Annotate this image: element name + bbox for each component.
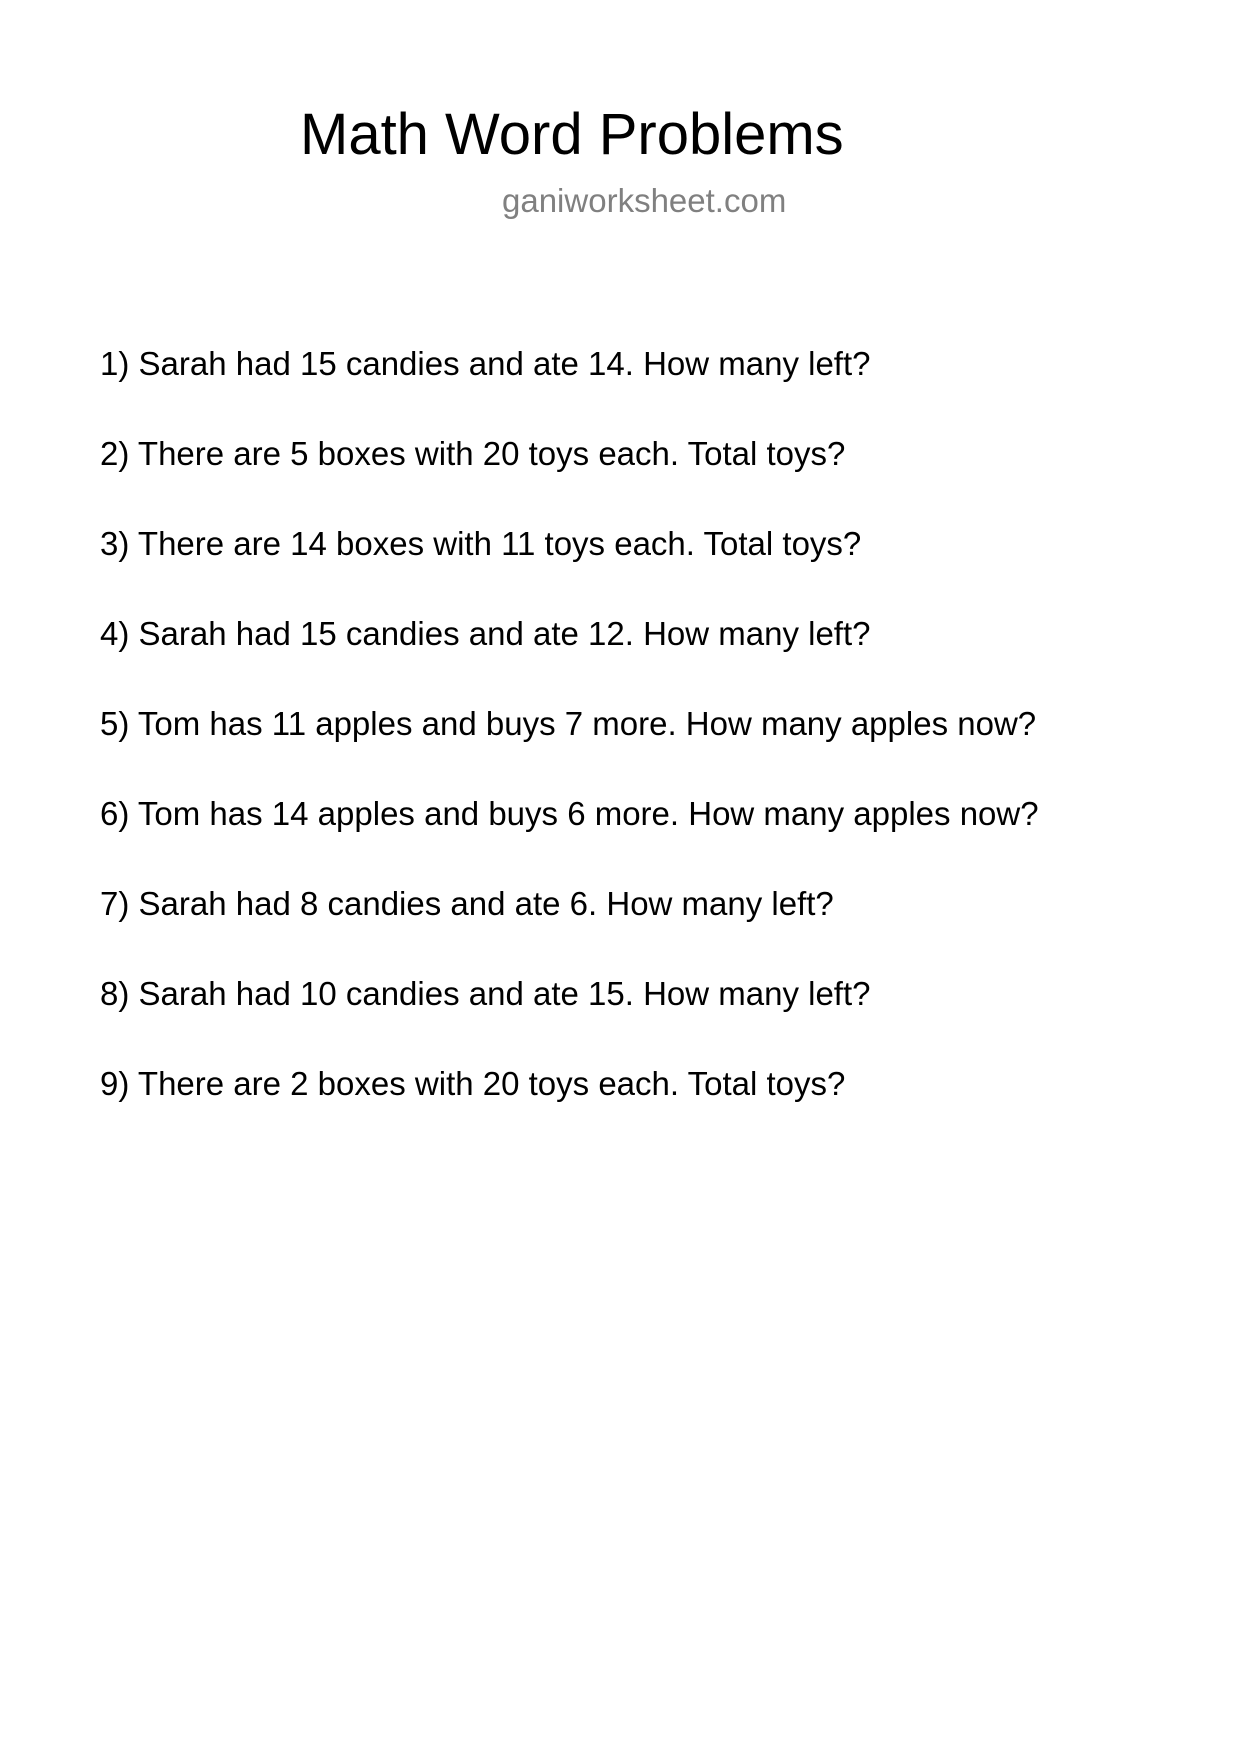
problem-8: 8) Sarah had 10 candies and ate 15. How many left? xyxy=(100,975,871,1012)
problem-3: 3) There are 14 boxes with 11 toys each. Total toys? xyxy=(100,525,862,562)
problem-7: 7) Sarah had 8 candies and ate 6. How many left? xyxy=(100,885,834,922)
problem-4: 4) Sarah had 15 candies and ate 12. How many left? xyxy=(100,615,871,652)
problem-5: 5) Tom has 11 apples and buys 7 more. How many apples now? xyxy=(100,705,1037,742)
problem-6: 6) Tom has 14 apples and buys 6 more. How many apples now? xyxy=(100,795,1039,832)
problem-9: 9) There are 2 boxes with 20 toys each. Total toys? xyxy=(100,1065,846,1102)
problem-1: 1) Sarah had 15 candies and ate 14. How many left? xyxy=(100,345,871,382)
site-name: ganiworksheet.com xyxy=(502,182,787,219)
page-title: Math Word Problems xyxy=(300,102,844,167)
problem-list xyxy=(100,344,1039,1154)
problem-2: 2) There are 5 boxes with 20 toys each. Total toys? xyxy=(100,435,846,472)
